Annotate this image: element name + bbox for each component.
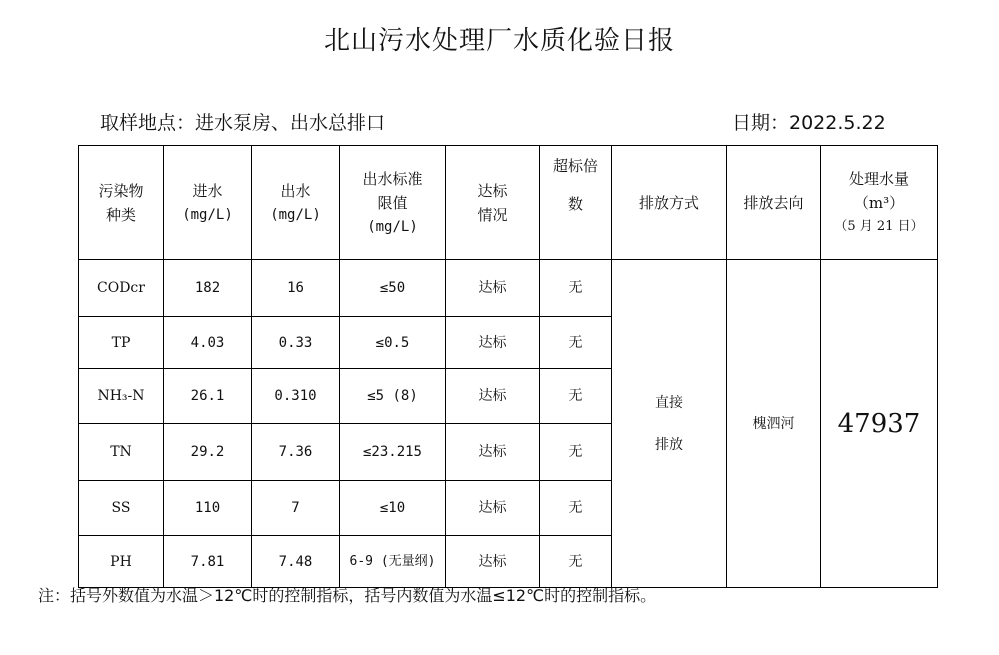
cell-status: 达标: [446, 260, 540, 317]
header-pollutant: 污染物 种类: [79, 146, 164, 260]
cell-pollutant: TN: [79, 424, 164, 481]
header-inflow: 进水 (mg/L): [164, 146, 252, 260]
cell-limit: ≤50: [340, 260, 446, 317]
cell-limit: ≤10: [340, 481, 446, 536]
cell-outflow: 0.310: [252, 369, 340, 424]
cell-inflow: 110: [164, 481, 252, 536]
cell-discharge-destination: 槐泗河: [727, 260, 821, 588]
header-discharge-method: 排放方式: [612, 146, 727, 260]
cell-outflow: 7.36: [252, 424, 340, 481]
cell-pollutant: PH: [79, 536, 164, 588]
cell-limit: ≤0.5: [340, 317, 446, 369]
header-compliance: 达标 情况: [446, 146, 540, 260]
header-exceed: 超标倍 数: [540, 146, 612, 260]
table-row: [79, 260, 938, 317]
cell-pollutant: SS: [79, 481, 164, 536]
cell-discharge-method: 直接 排放: [612, 260, 727, 588]
cell-limit: ≤5 (8): [340, 369, 446, 424]
cell-pollutant: CODcr: [79, 260, 164, 317]
cell-exceed: 无: [540, 317, 612, 369]
cell-outflow: 16: [252, 260, 340, 317]
report-title: 北山污水处理厂水质化验日报: [323, 26, 675, 56]
cell-outflow: 7.48: [252, 536, 340, 588]
cell-status: 达标: [446, 369, 540, 424]
cell-exceed: 无: [540, 260, 612, 317]
cell-inflow: 29.2: [164, 424, 252, 481]
cell-exceed: 无: [540, 424, 612, 481]
cell-status: 达标: [446, 424, 540, 481]
cell-inflow: 7.81: [164, 536, 252, 588]
table-header-row: [79, 146, 938, 260]
cell-inflow: 4.03: [164, 317, 252, 369]
cell-inflow: 182: [164, 260, 252, 317]
water-quality-table: [78, 145, 938, 588]
header-discharge-destination: 排放去向: [727, 146, 821, 260]
cell-pollutant: TP: [79, 317, 164, 369]
cell-outflow: 7: [252, 481, 340, 536]
sampling-location: 取样地点：进水泵房、出水总排口: [100, 112, 386, 134]
footnote: 注：括号外数值为水温＞12℃时的控制指标，括号内数值为水温≤12℃时的控制指标。: [38, 586, 657, 605]
header-limit: 出水标准 限值 (mg/L): [340, 146, 446, 260]
cell-exceed: 无: [540, 536, 612, 588]
cell-inflow: 26.1: [164, 369, 252, 424]
cell-status: 达标: [446, 317, 540, 369]
report-date: 日期：2022.5.22: [732, 112, 886, 134]
cell-limit: ≤23.215: [340, 424, 446, 481]
cell-pollutant: NH₃-N: [79, 369, 164, 424]
cell-exceed: 无: [540, 369, 612, 424]
cell-limit: 6-9 (无量纲): [340, 536, 446, 588]
cell-status: 达标: [446, 481, 540, 536]
cell-outflow: 0.33: [252, 317, 340, 369]
cell-volume: 47937: [821, 260, 938, 588]
cell-status: 达标: [446, 536, 540, 588]
cell-exceed: 无: [540, 481, 612, 536]
header-volume: 处理水量 （m³） （5 月 21 日）: [821, 146, 938, 260]
header-outflow: 出水 (mg/L): [252, 146, 340, 260]
